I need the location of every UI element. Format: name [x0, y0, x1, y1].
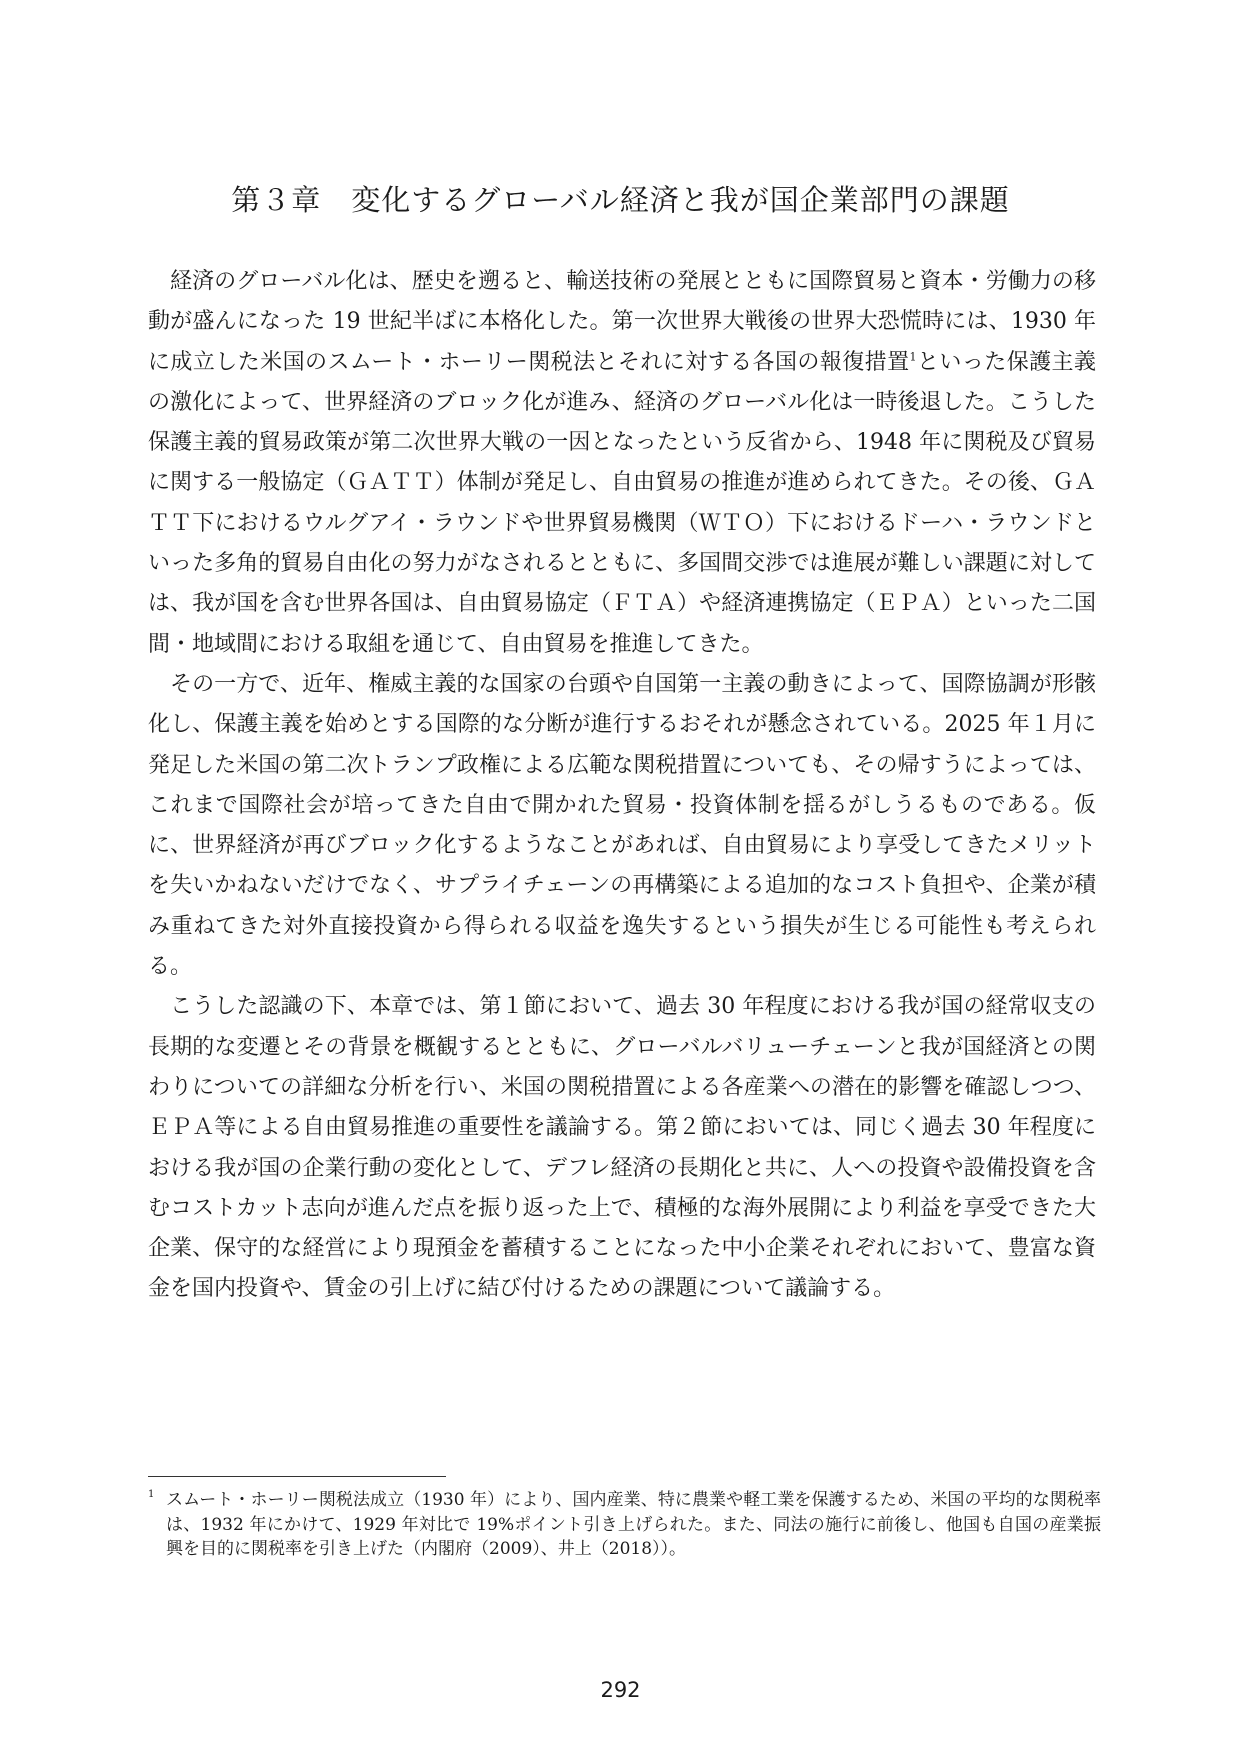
paragraph-2: その一方で、近年、権威主義的な国家の台頭や自国第一主義の動きによって、国際協調が形骸化し、保護主義を始めとする国際的な分断が進行するおそれが懸念されている。2025 年１月に発足した米国の第二次トランプ政権による広範な関税措置についても、その帰すうによっては、これまで国際社会が培ってきた自由で開かれた貿易・投資体制を揺るがしうるものである。仮に、世界経済が再びブロック化するようなことがあれば、自由貿易により享受してきたメリットを失いかねないだけでなく、サプライチェーンの再構築による追加的なコスト負担や、企業が積み重ねてきた対外直接投資から得られる収益を逸失するという損失が生じる可能性も考えられる。	[148, 671, 1096, 980]
page-number: 292	[600, 1678, 641, 1702]
footnote-reference[interactable]: 1	[909, 350, 917, 364]
footnote-divider	[148, 1476, 446, 1477]
chapter-title: 第３章 変化するグローバル経済と我が国企業部門の課題	[231, 183, 1010, 217]
paragraph-1	[148, 262, 1096, 665]
paragraph-1-text-a: 経済のグローバル化は、歴史を遡ると、輸送技術の発展とともに国際貿易と資本・労働力の移動が盛んになった 19 世紀半ばに本格化した。第一次世界大戦後の世界大恐慌時には、1930 年に成立した米国のスムート・ホーリー関税法とそれに対する各国の報復措置	[148, 269, 1096, 375]
paragraph-3: こうした認識の下、本章では、第１節において、過去 30 年程度における我が国の経常収支の長期的な変遷とその背景を概観するとともに、グローバルバリューチェーンと我が国経済との関わりについての詳細な分析を行い、米国の関税措置による各産業への潜在的影響を確認しつつ、ＥＰＡ等による自由貿易推進の重要性を議論する。第２節においては、同じく過去 30 年程度における我が国の企業行動の変化として、デフレ経済の長期化と共に、人への投資や設備投資を含むコストカット志向が進んだ点を振り返った上で、積極的な海外展開により利益を享受できた大企業、保守的な経営により現預金を蓄積することになった中小企業それぞれにおいて、豊富な資金を国内投資や、賃金の引上げに結び付けるための課題について議論する。	[148, 994, 1096, 1302]
footnote	[148, 1488, 1101, 1562]
chapter-body	[148, 262, 1096, 1310]
footnote-text: スムート・ホーリー関税法成立（1930 年）により、国内産業、特に農業や軽工業を保護するため、米国の平均的な関税率は、1932 年にかけて、1929 年対比で 19%ポイント引き上げられた。また、同法の施行に前後し、他国も自国の産業振興を目的に関税率を引き上げた（内閣府（2009）、井上（2018））。	[166, 1490, 1101, 1559]
footnote-number: 1	[148, 1489, 155, 1500]
paragraph-1-text-b: といった保護主義の激化によって、世界経済のブロック化が進み、経済のグローバル化は一時後退した。こうした保護主義的貿易政策が第二次世界大戦の一因となったという反省から、1948 年に関税及び貿易に関する一般協定（ＧＡＴＴ）体制が発足し、自由貿易の推進が進められてきた。その後、ＧＡＴＴ下におけるウルグアイ・ラウンドや世界貿易機関（ＷＴＯ）下におけるドーハ・ラウンドといった多角的貿易自由化の努力がなされるとともに、多国間交渉では進展が難しい課題に対しては、我が国を含む世界各国は、自由貿易協定（ＦＴＡ）や経済連携協定（ＥＰＡ）といった二国間・地域間における取組を通じて、自由貿易を推進してきた。	[148, 349, 1096, 657]
